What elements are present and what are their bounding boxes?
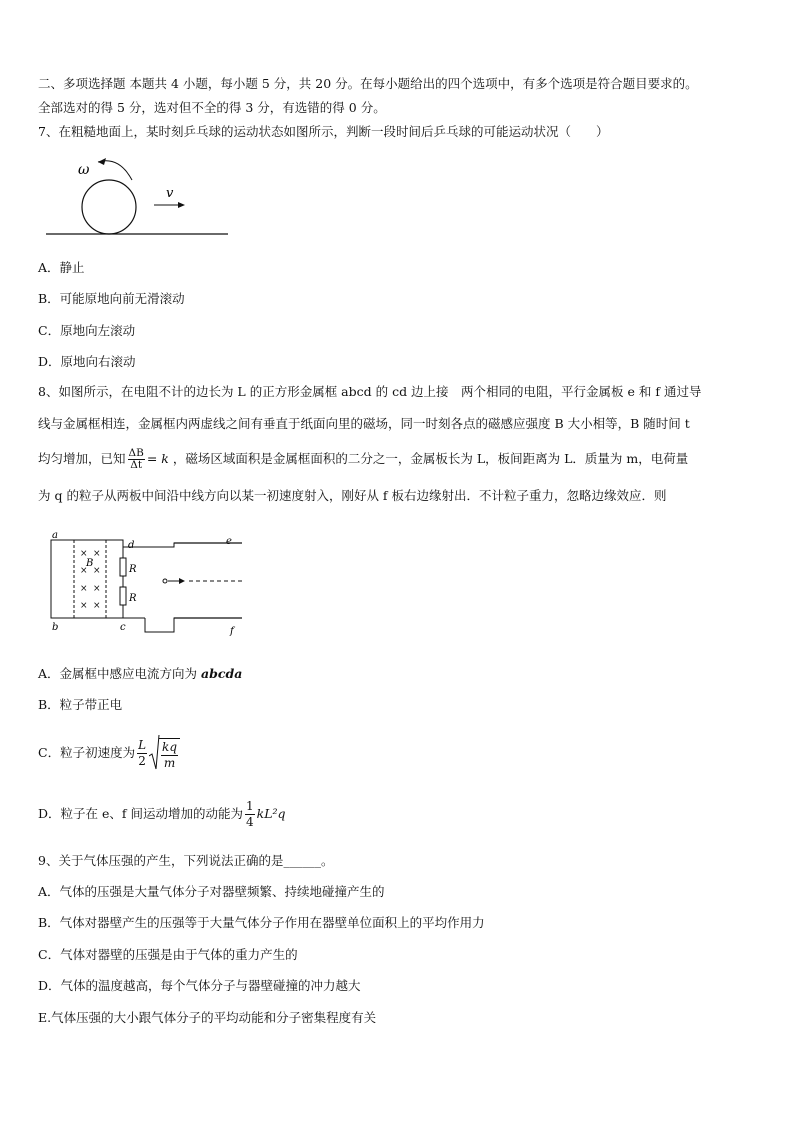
q8-option-c-radicand-num: kq bbox=[162, 739, 177, 754]
question-7-stem: 7、在粗糙地面上，某时刻乒乓球的运动状态如图所示，判断一段时间后乒乓球的可能运动状况（ ） bbox=[38, 124, 609, 139]
velocity-label: v bbox=[166, 186, 174, 201]
stem-line3-prefix: 均匀增加，已知 bbox=[38, 451, 126, 466]
field-cross: × bbox=[93, 601, 101, 611]
field-cross: × bbox=[80, 549, 88, 559]
q8-option-c-fraction-den: 2 bbox=[138, 754, 146, 768]
q8-option-b: B．粒子带正电 bbox=[38, 697, 123, 712]
q8-option-d-text: D．粒子在 e、f 间运动增加的动能为 bbox=[38, 806, 243, 821]
field-cross: × bbox=[80, 566, 88, 576]
field-cross: × bbox=[93, 584, 101, 594]
q8-option-c bbox=[38, 733, 180, 774]
fraction-db-dt bbox=[128, 448, 145, 471]
q8-option-d-tail: kL²q bbox=[256, 806, 286, 821]
q8-option-d-fraction-den: 4 bbox=[246, 815, 254, 829]
q8-option-d-fraction-num: 1 bbox=[246, 799, 254, 813]
label-d: d bbox=[128, 540, 135, 551]
stem-line3-suffix: ，磁场区域面积是金属框面积的二分之一，金属板长为 L，板间距离为 L．质量为 m，电荷量 bbox=[172, 451, 689, 466]
q8-option-d bbox=[38, 795, 286, 833]
q7-option-c: C．原地向左滚动 bbox=[38, 323, 136, 338]
question-8-stem-line2: 线与金属框相连，金属框内两虚线之间有垂直于纸面向里的磁场，同一时刻各点的磁感应强度 B 大小相等，B 随时间 t bbox=[38, 416, 690, 431]
q7-option-d: D．原地向右滚动 bbox=[38, 354, 136, 369]
question-8-stem-line1: 8、如图所示，在电阻不计的边长为 L 的正方形金属框 abcd 的 cd 边上接 两个相同的电阻，平行金属板 e 和 f 通过导 bbox=[38, 384, 702, 399]
particle bbox=[163, 579, 167, 583]
q8-option-a-text: A．金属框中感应电流方向为 bbox=[38, 666, 202, 681]
field-cross: × bbox=[93, 549, 101, 559]
field-label-b: B bbox=[86, 558, 94, 569]
section-header-line2: 全部选对的得 5 分，选对但不全的得 3 分，有选错的得 0 分。 bbox=[38, 100, 386, 115]
q8-option-c-fraction bbox=[137, 738, 147, 769]
q9-option-d: D．气体的温度越高，每个气体分子与器壁碰撞的冲力越大 bbox=[38, 978, 361, 993]
ping-pong-ball bbox=[82, 180, 136, 234]
section-header-line1: 二、多项选择题 本题共 4 小题，每小题 5 分，共 20 分。在每小题给出的四个选项中，有多个选项是符合题目要求的。 bbox=[38, 76, 698, 91]
q8-option-c-text: C．粒子初速度为 bbox=[38, 745, 136, 760]
resistor-2 bbox=[120, 587, 126, 605]
field-cross: × bbox=[93, 566, 101, 576]
resistor-1-label: R bbox=[129, 564, 137, 575]
q8-option-c-radicand-den: m bbox=[163, 755, 176, 770]
q7-option-b: B．可能原地向前无滑滚动 bbox=[38, 291, 185, 306]
omega-label: ω bbox=[78, 162, 90, 178]
label-a: a bbox=[52, 530, 58, 541]
field-cross: × bbox=[80, 601, 88, 611]
question-9-stem: 9、关于气体压强的产生，下列说法正确的是______。 bbox=[38, 853, 334, 868]
resistor-2-label: R bbox=[129, 593, 137, 604]
resistor-1 bbox=[120, 558, 126, 576]
label-f: f bbox=[230, 626, 234, 637]
q8-option-c-fraction-num: L bbox=[138, 738, 147, 752]
q8-option-c-radicand bbox=[159, 738, 180, 771]
q8-option-a-path: abcda bbox=[201, 666, 243, 681]
q9-option-e: E.气体压强的大小跟气体分子的平均动能和分子密集程度有关 bbox=[38, 1010, 377, 1025]
fraction-denominator: Δt bbox=[130, 459, 143, 471]
field-cross: × bbox=[80, 584, 88, 594]
ping-pong-ball-figure bbox=[44, 150, 234, 242]
question-8-stem-line4: 为 q 的粒子从两板中间沿中线方向以某一初速度射入，刚好从 f 板右边缘射出．不计粒子重力，忽略边缘效应．则 bbox=[38, 488, 667, 503]
fraction-equals-k: = k bbox=[146, 451, 169, 466]
label-e: e bbox=[226, 536, 232, 547]
q9-option-a: A．气体的压强是大量气体分子对器壁频繁、持续地碰撞产生的 bbox=[38, 884, 385, 899]
label-b: b bbox=[52, 622, 59, 633]
question-8-stem-line3 bbox=[38, 446, 688, 472]
q8-option-d-fraction bbox=[245, 799, 255, 830]
q9-option-b: B．气体对器壁产生的压强等于大量气体分子作用在器壁单位面积上的平均作用力 bbox=[38, 915, 485, 930]
q8-option-c-sqrt bbox=[149, 734, 180, 774]
q7-option-a: A．静止 bbox=[38, 260, 85, 275]
q9-option-c: C．气体对器壁的压强是由于气体的重力产生的 bbox=[38, 947, 298, 962]
q8-option-a bbox=[38, 665, 242, 683]
label-c: c bbox=[120, 622, 126, 633]
fraction-numerator: ΔB bbox=[128, 447, 144, 459]
circuit-figure bbox=[44, 530, 264, 640]
